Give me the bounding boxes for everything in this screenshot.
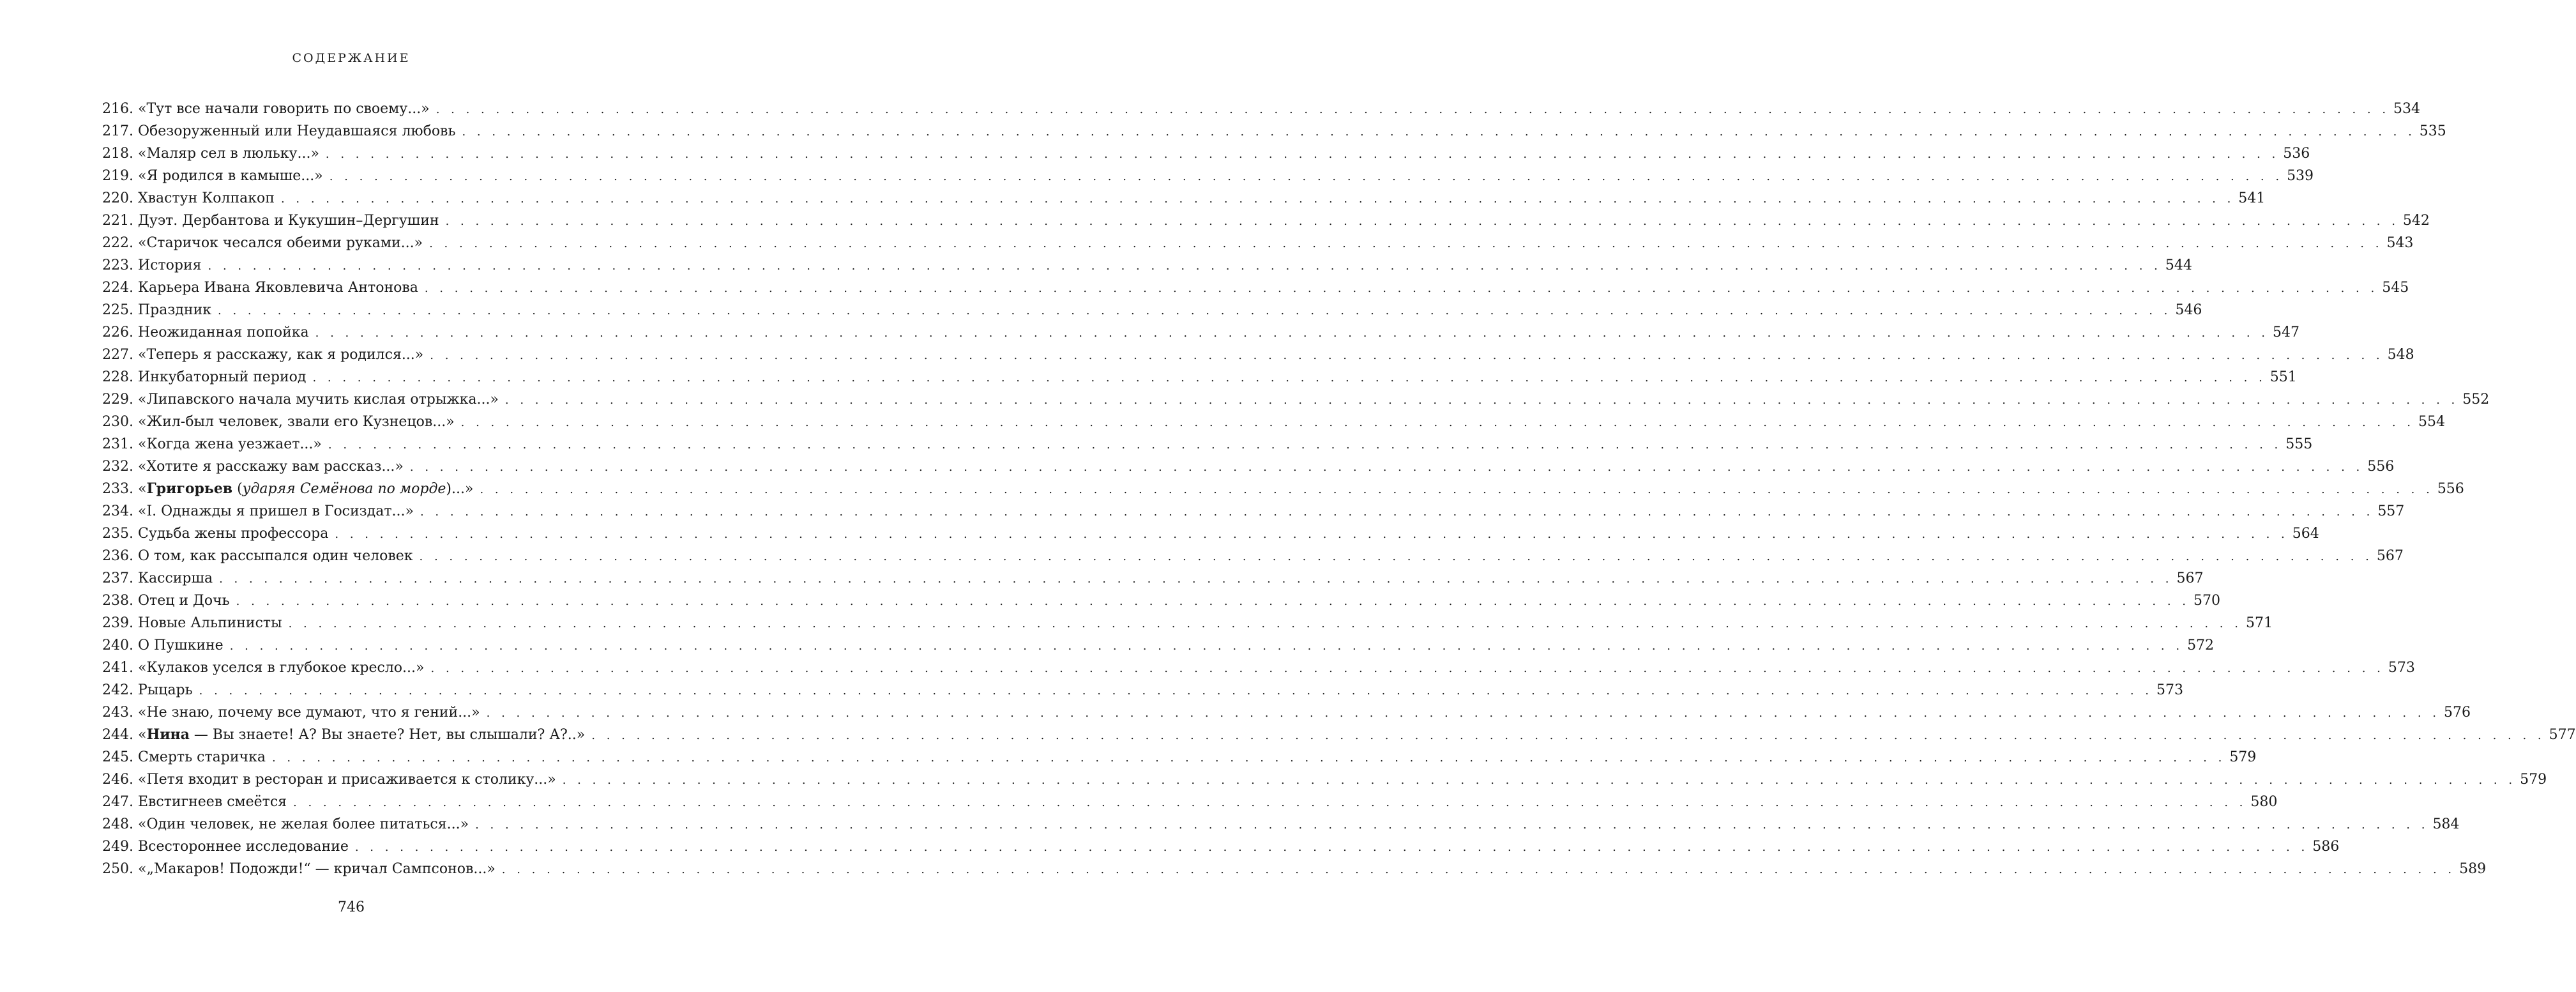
entry-title: [138, 478, 473, 500]
entry-title: «Старичок чесался обеими руками...»: [137, 235, 423, 251]
entry-number: 249.: [102, 839, 133, 855]
dot-leader: [281, 188, 2234, 210]
toc-entry: [102, 344, 2414, 366]
dot-leader: [430, 344, 2383, 367]
dot-leader: [312, 367, 2266, 389]
toc-entry: [102, 232, 2414, 254]
entry-title: История: [137, 257, 202, 273]
toc-entry: [102, 478, 2464, 500]
dot-leader: [505, 389, 2459, 411]
entry-title: «Я родился в камыше...»: [137, 168, 323, 184]
entry-title: Отец и Дочь: [137, 593, 230, 609]
entry-page: 543: [2386, 235, 2414, 251]
entry-number: 225.: [102, 302, 133, 318]
entry-number: 242.: [102, 682, 133, 698]
toc-entry: [102, 120, 2446, 142]
toc-entry: [102, 455, 2395, 478]
entry-title: О Пушкине: [137, 637, 224, 653]
table-of-contents: [102, 98, 2576, 880]
entry-page: 580: [2250, 794, 2278, 810]
entry-page: 579: [2229, 749, 2257, 765]
entry-page: 570: [2193, 593, 2221, 609]
entry-title: Неожиданная попойка: [137, 324, 309, 340]
entry-number: 219.: [102, 168, 133, 184]
toc-entry: [102, 523, 2319, 545]
entry-page: 536: [2283, 146, 2310, 162]
toc-entry: [102, 254, 2192, 277]
toc-entry: [102, 321, 2300, 344]
dot-leader: [436, 98, 2390, 121]
entry-title: [138, 724, 585, 746]
toc-entry: [102, 836, 2340, 858]
entry-title: «I. Однажды я пришел в Госиздат...»: [137, 503, 414, 519]
dot-leader: [480, 478, 2433, 501]
toc-entry: [102, 679, 2183, 701]
toc-entry: [102, 567, 2204, 590]
entry-title: «Маляр сел в люльку...»: [137, 146, 319, 162]
dot-leader: [208, 255, 2162, 277]
entry-number: 231.: [102, 436, 133, 452]
entry-page: 572: [2187, 637, 2215, 653]
entry-number: 250.: [102, 861, 133, 877]
entry-number: 224.: [102, 280, 133, 296]
dot-leader: [462, 121, 2415, 143]
toc-entry: [102, 768, 2547, 791]
entry-number: 221.: [102, 213, 133, 229]
title-part: «: [137, 727, 147, 743]
entry-page: 556: [2437, 481, 2464, 497]
page-number: 746: [338, 899, 365, 915]
entry-number: 248.: [102, 816, 133, 832]
entry-page: 576: [2444, 705, 2471, 721]
entry-page: 573: [2388, 660, 2415, 676]
entry-page: 555: [2285, 436, 2313, 452]
entry-number: 239.: [102, 615, 133, 631]
entry-title: Евстигнеев смеётся: [137, 794, 287, 810]
entry-number: 236.: [102, 548, 133, 564]
entry-title: Всестороннее исследование: [137, 839, 349, 855]
entry-number: 217.: [102, 123, 133, 139]
dot-leader: [355, 836, 2308, 858]
entry-title: Судьба жены профессора: [137, 526, 329, 542]
toc-entry: [102, 590, 2221, 612]
entry-number: 223.: [102, 257, 133, 273]
dot-leader: [326, 143, 2279, 165]
entry-number: 227.: [102, 347, 133, 363]
entry-page: 589: [2459, 861, 2487, 877]
entry-page: 564: [2292, 526, 2319, 542]
entry-page: 552: [2462, 392, 2490, 408]
dot-leader: [420, 546, 2373, 568]
entry-number: 226.: [102, 324, 133, 340]
entry-number: 233.: [102, 481, 133, 497]
entry-title: «Хотите я расскажу вам рассказ...»: [137, 459, 404, 475]
dot-leader: [272, 747, 2225, 769]
toc-entry: [102, 98, 2421, 120]
toc-entry: [102, 210, 2430, 232]
entry-page: 554: [2418, 414, 2446, 430]
entry-number: 237.: [102, 570, 133, 586]
toc-entry: [102, 433, 2313, 455]
toc-entry: [102, 612, 2273, 634]
toc-entry: [102, 142, 2310, 165]
entry-number: 234.: [102, 503, 133, 519]
toc-entry: [102, 545, 2404, 567]
toc-entry: [102, 724, 2576, 746]
title-part: «: [137, 481, 147, 497]
entry-number: 246.: [102, 772, 133, 788]
dot-leader: [475, 814, 2428, 836]
entry-page: 546: [2175, 302, 2202, 318]
entry-title: Обезоруженный или Неудавшаяся любовь: [137, 123, 456, 139]
entry-number: 220.: [102, 190, 133, 206]
dot-leader: [420, 501, 2374, 523]
entry-title: «Жил-был человек, звали его Кузнецов...»: [137, 414, 455, 430]
toc-entry: [102, 411, 2446, 433]
entry-page: 586: [2312, 839, 2340, 855]
entry-title: Хвастун Колпакоп: [137, 190, 275, 206]
dot-leader: [315, 322, 2269, 344]
entry-title: «Кулаков уселся в глубокое кресло...»: [137, 660, 425, 676]
entry-number: 222.: [102, 235, 133, 251]
entry-page: 539: [2287, 168, 2314, 184]
entry-title: Кассирша: [137, 570, 213, 586]
entry-page: 542: [2402, 213, 2430, 229]
entry-title: «Теперь я расскажу, как я родился...»: [137, 347, 424, 363]
toc-entry: [102, 657, 2415, 679]
entry-title: «Когда жена уезжает...»: [137, 436, 322, 452]
toc-entry: [102, 746, 2257, 768]
entry-number: 230.: [102, 414, 133, 430]
entry-page: 557: [2377, 503, 2405, 519]
entry-page: 548: [2387, 347, 2414, 363]
entry-number: 247.: [102, 794, 133, 810]
entry-number: 241.: [102, 660, 133, 676]
toc-entry: [102, 187, 2266, 210]
dot-leader: [328, 434, 2282, 456]
dot-leader: [591, 724, 2545, 747]
dot-leader: [199, 680, 2153, 702]
entry-title: «„Макаров! Подожди!“ — кричал Сампсонов...»: [137, 861, 496, 877]
entry-number: 243.: [102, 705, 133, 721]
entry-number: 240.: [102, 637, 133, 653]
toc-entry: [102, 791, 2278, 813]
entry-number: 245.: [102, 749, 133, 765]
entry-number: 238.: [102, 593, 133, 609]
dot-leader: [487, 702, 2440, 724]
entry-number: 235.: [102, 526, 133, 542]
entry-title: «Липавского начала мучить кислая отрыжка...»: [137, 392, 499, 408]
dot-leader: [429, 233, 2383, 255]
dot-leader: [230, 635, 2183, 657]
entry-page: 556: [2367, 459, 2395, 475]
entry-title: Карьера Ивана Яковлевича Антонова: [137, 280, 418, 296]
entry-title: «Один человек, не желая более питаться...»: [137, 816, 469, 832]
dot-leader: [563, 769, 2516, 791]
entry-title: Праздник: [137, 302, 211, 318]
entry-page: 567: [2376, 548, 2404, 564]
toc-entry: [102, 388, 2490, 411]
entry-page: 577: [2549, 727, 2576, 743]
entry-number: 244.: [102, 727, 133, 743]
dot-leader: [502, 858, 2455, 881]
toc-entry: [102, 299, 2202, 321]
entry-number: 216.: [102, 101, 133, 117]
entry-title: О том, как рассыпался один человек: [137, 548, 413, 564]
speaker-name: Григорьев: [146, 480, 233, 497]
entry-title: Новые Альпинисты: [137, 615, 282, 631]
entry-page: 535: [2419, 123, 2446, 139]
entry-title: Инкубаторный период: [137, 369, 307, 385]
dot-leader: [330, 165, 2283, 188]
toc-entry: [102, 500, 2405, 523]
stage-direction: ударяя Семёнова по морде: [242, 481, 446, 497]
toc-entry: [102, 165, 2314, 187]
dot-leader: [219, 568, 2172, 590]
entry-number: 228.: [102, 369, 133, 385]
dot-leader: [236, 590, 2190, 613]
entry-title: «Петя входит в ресторан и присаживается к столику...»: [137, 772, 556, 788]
entry-title: Дуэт. Дербантова и Кукушин–Дергушин: [137, 213, 439, 229]
entry-page: 534: [2393, 101, 2421, 117]
entry-page: 567: [2176, 570, 2204, 586]
dot-leader: [410, 456, 2363, 478]
dot-leader: [289, 613, 2242, 635]
entry-page: 547: [2273, 324, 2300, 340]
toc-entry: [102, 366, 2297, 388]
entry-number: 232.: [102, 459, 133, 475]
entry-page: 541: [2238, 190, 2266, 206]
dot-leader: [335, 523, 2288, 546]
entry-title: «Не знаю, почему все думают, что я гений...»: [137, 705, 480, 721]
entry-title: Смерть старичка: [137, 749, 266, 765]
title-part: )...»: [446, 481, 474, 497]
toc-entry: [102, 858, 2487, 880]
dot-leader: [293, 791, 2246, 814]
toc-entry: [102, 277, 2409, 299]
speaker-name: Нина: [146, 726, 190, 743]
entry-page: 571: [2245, 615, 2273, 631]
entry-page: 551: [2269, 369, 2297, 385]
dot-leader: [425, 277, 2378, 300]
dot-leader: [446, 210, 2399, 233]
title-part: (: [232, 481, 243, 497]
entry-page: 579: [2520, 772, 2547, 788]
dot-leader: [461, 411, 2414, 434]
entry-title: «Тут все начали говорить по своему...»: [137, 101, 430, 117]
running-header: СОДЕРЖАНИЕ: [292, 51, 411, 65]
entry-page: 545: [2382, 280, 2409, 296]
entry-title: Рыцарь: [137, 682, 193, 698]
entry-number: 218.: [102, 146, 133, 162]
entry-page: 573: [2156, 682, 2183, 698]
toc-entry: [102, 634, 2215, 657]
toc-entry: [102, 813, 2460, 836]
entry-number: 229.: [102, 392, 133, 408]
dot-leader: [218, 300, 2171, 322]
entry-page: 544: [2165, 257, 2192, 273]
title-part: — Вы знаете! А? Вы знаете? Нет, вы слышали? А?..»: [189, 727, 586, 743]
entry-page: 584: [2432, 816, 2460, 832]
dot-leader: [431, 657, 2384, 680]
toc-entry: [102, 701, 2471, 724]
